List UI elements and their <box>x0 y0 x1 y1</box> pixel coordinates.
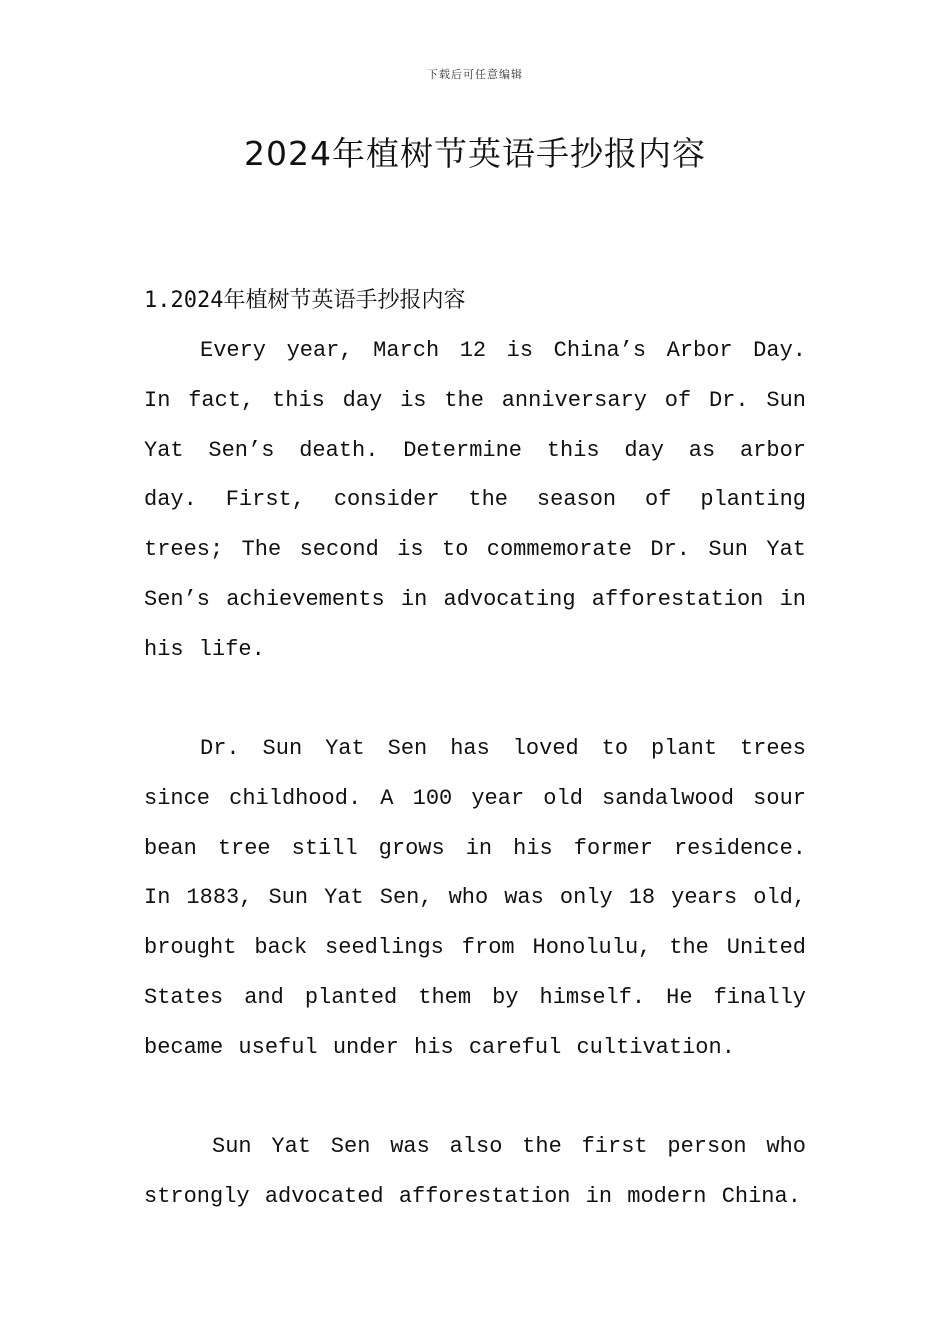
paragraph-2: Dr. Sun Yat Sen has loved to plant trees since childhood. A 100 year old sandalwood sour bean tree still grows in his former residence. In 1883, Sun Yat Sen, who was only 18 years old, brought back seedlings from Honolulu, the United States and planted them by himself. He finally became useful under his careful cultivation. <box>144 736 806 1060</box>
paragraph-3: Sun Yat Sen was also the first person who strongly advocated afforestation in modern China. <box>144 1134 806 1209</box>
document-title: 2024年植树节英语手抄报内容 <box>244 134 706 173</box>
section-heading: 1.2024年植树节英语手抄报内容 <box>144 288 466 313</box>
paragraph-1: Every year, March 12 is China’s Arbor Day. In fact, this day is the anniversary of Dr. Sun Yat Sen’s death. Determine this day as arbor day. First, consider the season of planting trees; The second is to commemorate Dr. Sun Yat Sen’s achievements in advocating afforestation in his life. <box>144 338 806 662</box>
header-note: 下载后可任意编辑 <box>427 68 523 81</box>
